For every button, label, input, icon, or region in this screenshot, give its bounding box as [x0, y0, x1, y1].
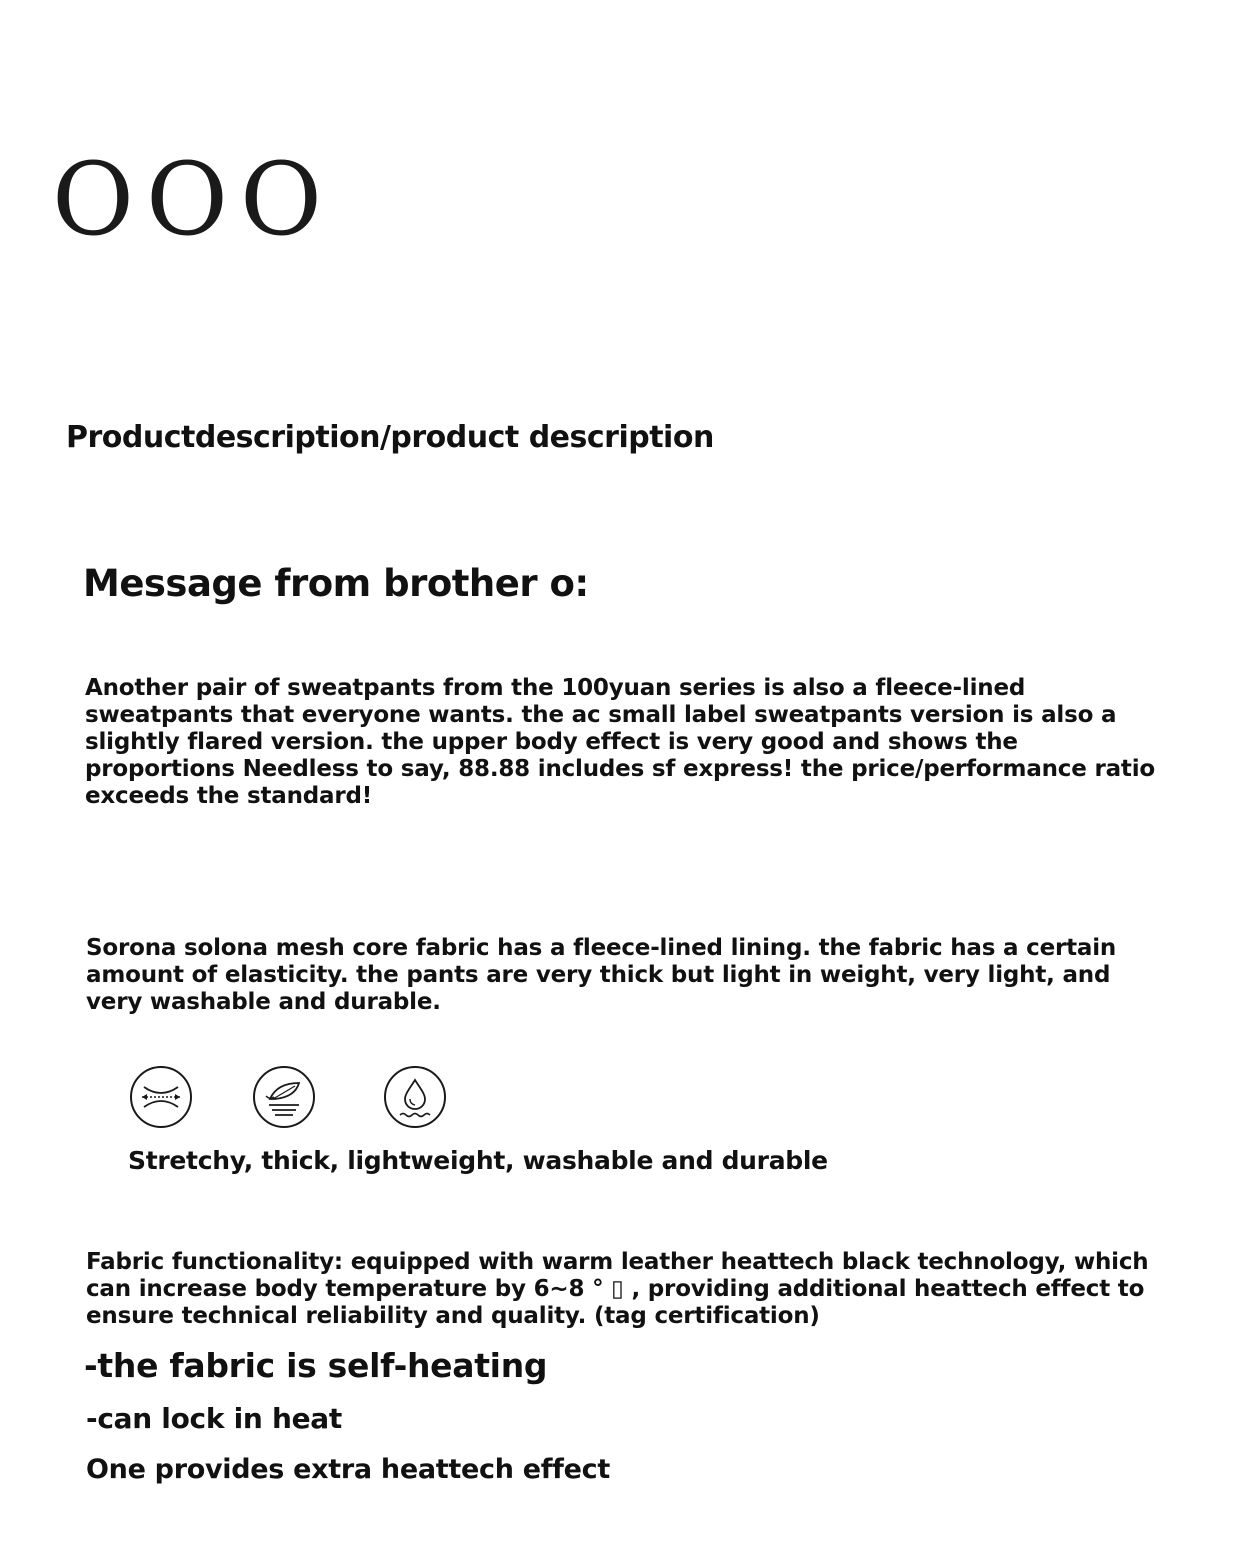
brand-logo: OOO	[52, 141, 334, 258]
features-caption: Stretchy, thick, lightweight, washable and durable	[128, 1146, 828, 1175]
feather-icon	[253, 1066, 315, 1128]
intro-paragraph: Another pair of sweatpants from the 100yuan series is also a fleece-lined sweatpants that everyone wants. the ac small label sweatpants version is also a slightly flared version. the upper body effect is very good and shows the proportions Needless to say, 88.88 includes sf express! the price/performance ratio exceeds the standard!	[85, 675, 1155, 809]
bullet-lock-heat: -can lock in heat	[86, 1402, 342, 1435]
stretch-icon	[130, 1066, 192, 1128]
water-drop-icon	[384, 1066, 446, 1128]
functionality-paragraph: Fabric functionality: equipped with warm leather heattech black technology, which can increase body temperature by 6~8 ° ▯ , providing additional heattech effect to ensure technical reliability and quality. (tag certification)	[86, 1249, 1149, 1329]
fabric-paragraph: Sorona solona mesh core fabric has a fleece-lined lining. the fabric has a certain amount of elasticity. the pants are very thick but light in weight, very light, and very washable and durable.	[86, 935, 1117, 1015]
section-title: Productdescription/product description	[66, 420, 714, 455]
bullet-self-heating: -the fabric is self-heating	[84, 1346, 548, 1385]
bullet-extra-effect: One provides extra heattech effect	[86, 1454, 610, 1485]
message-heading: Message from brother o:	[83, 562, 589, 605]
